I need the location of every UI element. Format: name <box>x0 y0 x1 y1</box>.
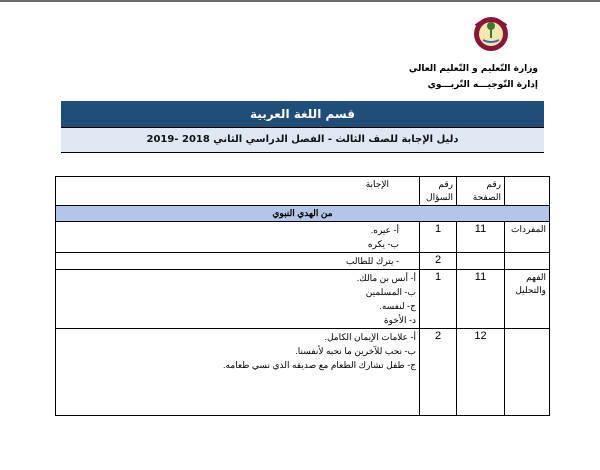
page-cell: 11 <box>457 222 505 253</box>
skill-cell <box>505 253 550 270</box>
ministry-name: وزارة التّعليم و التّعليم العالي <box>408 64 538 74</box>
ministry-emblem-logo <box>470 12 512 54</box>
answer-line: أ- أنس بن مالك. <box>356 273 416 283</box>
question-cell: 1 <box>420 270 457 329</box>
answer-cell <box>56 253 420 270</box>
section-row <box>56 206 550 222</box>
answer-cell <box>56 329 420 416</box>
table-row <box>56 222 550 253</box>
answer-cell <box>56 270 420 329</box>
answer-line: أ- علامات الإيمان الكامل. <box>324 332 416 342</box>
header-page: رقم الصفحة <box>457 177 505 206</box>
table-row <box>56 329 550 416</box>
skill-cell: الفهم والتحليل <box>505 270 550 329</box>
table-row <box>56 253 550 270</box>
answer-line: - يترك للطالب <box>345 256 399 266</box>
header-skill <box>505 177 550 206</box>
answer-line: أ- عيره. <box>370 225 399 235</box>
answer-line: د- الأخوة <box>383 315 416 325</box>
question-cell: 2 <box>420 329 457 416</box>
header-row <box>56 177 550 206</box>
top-border <box>0 0 600 2</box>
header-answer: الإجابة <box>56 177 420 206</box>
page-cell: 11 <box>457 270 505 329</box>
department-name: إدارة التّوجيـــه التّربـــوي <box>427 80 538 90</box>
answer-line: ب- المسلمين <box>365 287 416 297</box>
question-cell: 2 <box>420 253 457 270</box>
section-title: من الهدي النبوي <box>56 206 550 222</box>
question-cell: 1 <box>420 222 457 253</box>
skill-cell: المفردات <box>505 222 550 253</box>
answer-table <box>55 176 550 416</box>
answer-line: ج- لنفسه. <box>379 301 416 311</box>
answer-line: ب- نحب للآخرين ما نحبه لأنفسنا. <box>295 346 416 356</box>
answer-line: ب- يكره <box>367 239 399 249</box>
page-cell <box>457 253 505 270</box>
page-cell: 12 <box>457 329 505 416</box>
skill-cell <box>505 329 550 416</box>
answer-cell <box>56 222 420 253</box>
banner-title: قسم اللغة العربية <box>61 101 544 127</box>
subtitle: دليل الإجابة للصف الثالث - الفصل الدراسي الثاني 2018 -2019 <box>61 127 544 153</box>
answer-line: ج- طفل تشارك الطعام مع صديقه الذي نسي طعامه. <box>223 360 416 370</box>
header-question: رقم السؤال <box>420 177 457 206</box>
table-row <box>56 270 550 329</box>
